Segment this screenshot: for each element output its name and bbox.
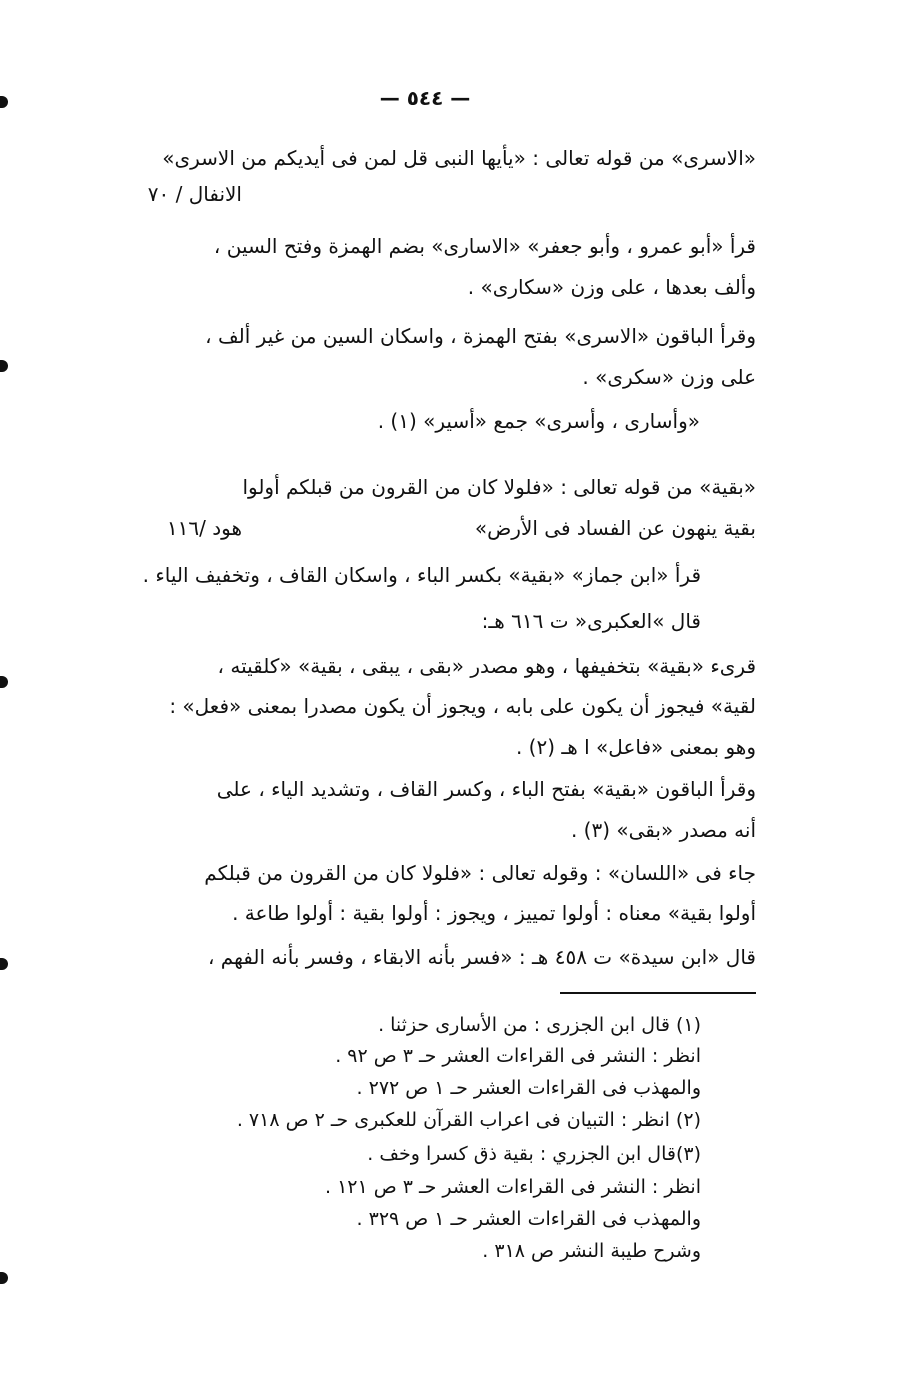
page-number: — ٥٤٤ — (379, 86, 471, 110)
scan-edge-mark (0, 676, 8, 688)
footnote-line: (٣)قال ابن الجزري : بقية ذق كسرا وخف . (367, 1143, 701, 1165)
body-line: قرأ «أبو عمرو ، وأبو جعفر» «الاسارى» بضم الهمزة وفتح السين ، (213, 234, 756, 258)
footnote-line: وشرح طيبة النشر ص ٣١٨ . (482, 1240, 701, 1262)
footnote-line: والمهذب فى القراءات العشر حـ ١ ص ٣٢٩ . (356, 1208, 701, 1230)
footnote-separator (560, 992, 756, 994)
body-line: على وزن «سكرى» . (582, 365, 756, 389)
footnote-line: (٢) انظر : التبيان فى اعراب القرآن للعكبرى حـ ٢ ص ٧١٨ . (236, 1109, 701, 1131)
body-line: قرىء «بقية» بتخفيفها ، وهو مصدر «بقى ، يبقى ، بقية» «كلقيته ، (217, 654, 756, 678)
body-line: أنه مصدر «بقى» (٣) . (570, 818, 756, 842)
body-line: «بقية» من قوله تعالى : «فلولا كان من القرون من قبلكم أولوا (242, 475, 756, 499)
body-line: «الاسرى» من قوله تعالى : «يأيها النبى قل لمن فى أيديكم من الاسرى» (162, 146, 756, 170)
body-line: وقرأ الباقون «بقية» بفتح الباء ، وكسر القاف ، وتشديد الياء ، على (216, 777, 756, 801)
body-line: قرأ «ابن جماز» «بقية» بكسر الباء ، واسكان القاف ، وتخفيف الياء . (142, 563, 701, 587)
body-line: وهو بمعنى «فاعل» ا هـ (٢) . (515, 735, 756, 759)
scan-edge-mark (0, 96, 8, 108)
body-line: وقرأ الباقون «الاسرى» بفتح الهمزة ، واسكان السين من غير ألف ، (205, 324, 756, 348)
body-line: قال «ابن سيدة» ت ٤٥٨ هـ : «فسر بأنه الابقاء ، وفسر بأنه الفهم ، (207, 945, 756, 969)
body-line: وألف بعدها ، على وزن «سكارى» . (467, 275, 756, 299)
footnote-line: (١) قال ابن الجزرى : من الأسارى حزثنا . (378, 1014, 701, 1036)
footnote-line: انظر : النشر فى القراءات العشر حـ ٣ ص ١٢١ . (325, 1176, 701, 1198)
body-line: قال »العكبرى« ت ٦١٦ هـ: (481, 609, 701, 633)
body-line: «وأسارى ، وأسرى» جمع «أسير» (١) . (377, 409, 700, 433)
scan-edge-mark (0, 958, 8, 970)
footnote-line: والمهذب فى القراءات العشر حـ ١ ص ٢٧٢ . (356, 1077, 701, 1099)
scan-edge-mark (0, 1272, 8, 1284)
body-line: جاء فى «اللسان» : وقوله تعالى : «فلولا كان من القرون من قبلكم (204, 861, 756, 885)
body-line: بقية ينهون عن الفساد فى الأرض» (474, 516, 756, 540)
scan-edge-mark (0, 360, 8, 372)
body-line: الانفال / ٧٠ (147, 182, 242, 206)
body-line: لقية» فيجوز أن يكون على بابه ، ويجوز أن يكون مصدرا بمعنى «فعل» : (169, 694, 756, 718)
footnote-line: انظر : النشر فى القراءات العشر حـ ٣ ص ٩٢ . (335, 1045, 701, 1067)
body-line: أولوا بقية» معناه : أولوا تمييز ، ويجوز : أولوا بقية : أولوا طاعة . (232, 901, 756, 925)
body-line: هود /١١٦ (166, 516, 242, 540)
